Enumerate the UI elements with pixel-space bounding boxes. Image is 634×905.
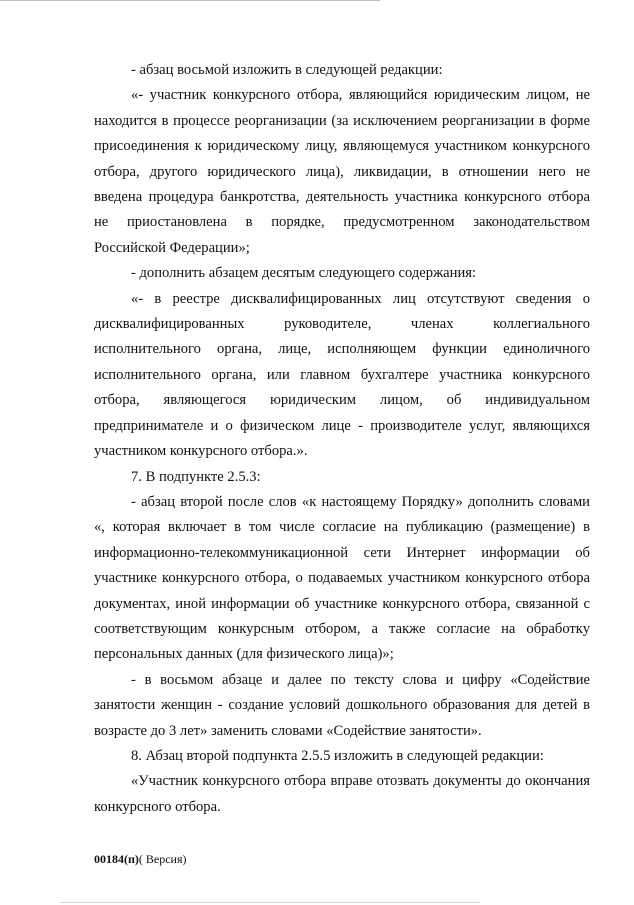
paragraph-withdraw-documents: «Участник конкурсного отбора вправе отозвать документы до окончания конкурсного отбора. <box>94 773 590 815</box>
document-body <box>94 58 590 820</box>
scan-edge-top <box>0 0 380 1</box>
document-version: ( Версия) <box>138 852 187 866</box>
paragraph-disqualified-registry: «- в реестре дисквалифицированных лиц отсутствуют сведения о дисквалифицированных руководителе, членах коллегиального исполнительного органа, лице, исполняющем функции единоличного исполнительного органа, или главном бухгалтере участника конкурсного отбора, являющегося юридическим лицом, об индивидуальном предпринимателе и о физическом лице - производителе услуг, являющихся участником конкурсного отбора.». <box>94 290 590 460</box>
paragraph-amend-para-8: - абзац восьмой изложить в следующей редакции: <box>131 62 443 78</box>
paragraph-legal-entity-condition: «- участник конкурсного отбора, являющийся юридическим лицом, не находится в процессе реорганизации (за исключением реорганизации в форме присоединения к юридическому лицу, являющемуся участником конкурсного отбора, другого юридического лица), ликвидации, в отношении него не введена процедура банкротства, деятельность участника конкурсного отбора не приостановлена в порядке, предусмотренном законодательством Российской Федерации»; <box>94 87 590 256</box>
paragraph-item-8: 8. Абзац второй подпункта 2.5.5 изложить в следующей редакции: <box>131 747 544 764</box>
document-code: 00184(п) <box>94 852 139 866</box>
paragraph-replace-wording: - в восьмом абзаце и далее по тексту слова и цифру «Содействие занятости женщин - создание условий дошкольного образования для детей в возрасте до 3 лет» заменить словами «Содействие занятости». <box>94 671 590 739</box>
paragraph-consent-publication: - абзац второй после слов «к настоящему Порядку» дополнить словами «, которая включает в том числе согласие на публикацию (размещение) в информационно-телекоммуникационной сети Интернет информации об участнике конкурсного отбора, о подаваемых участником конкурсного отбора документах, иной информации об участнике конкурсного отбора, связанной с соответствующим конкурсным отбором, а также согласие на обработку персональных данных (для физического лица)»; <box>94 493 590 663</box>
paragraph-item-7: 7. В подпункте 2.5.3: <box>131 468 261 485</box>
document-footer <box>94 852 187 866</box>
scan-edge-bottom <box>60 902 480 903</box>
paragraph-add-para-10: - дополнить абзацем десятым следующего содержания: <box>131 265 477 282</box>
